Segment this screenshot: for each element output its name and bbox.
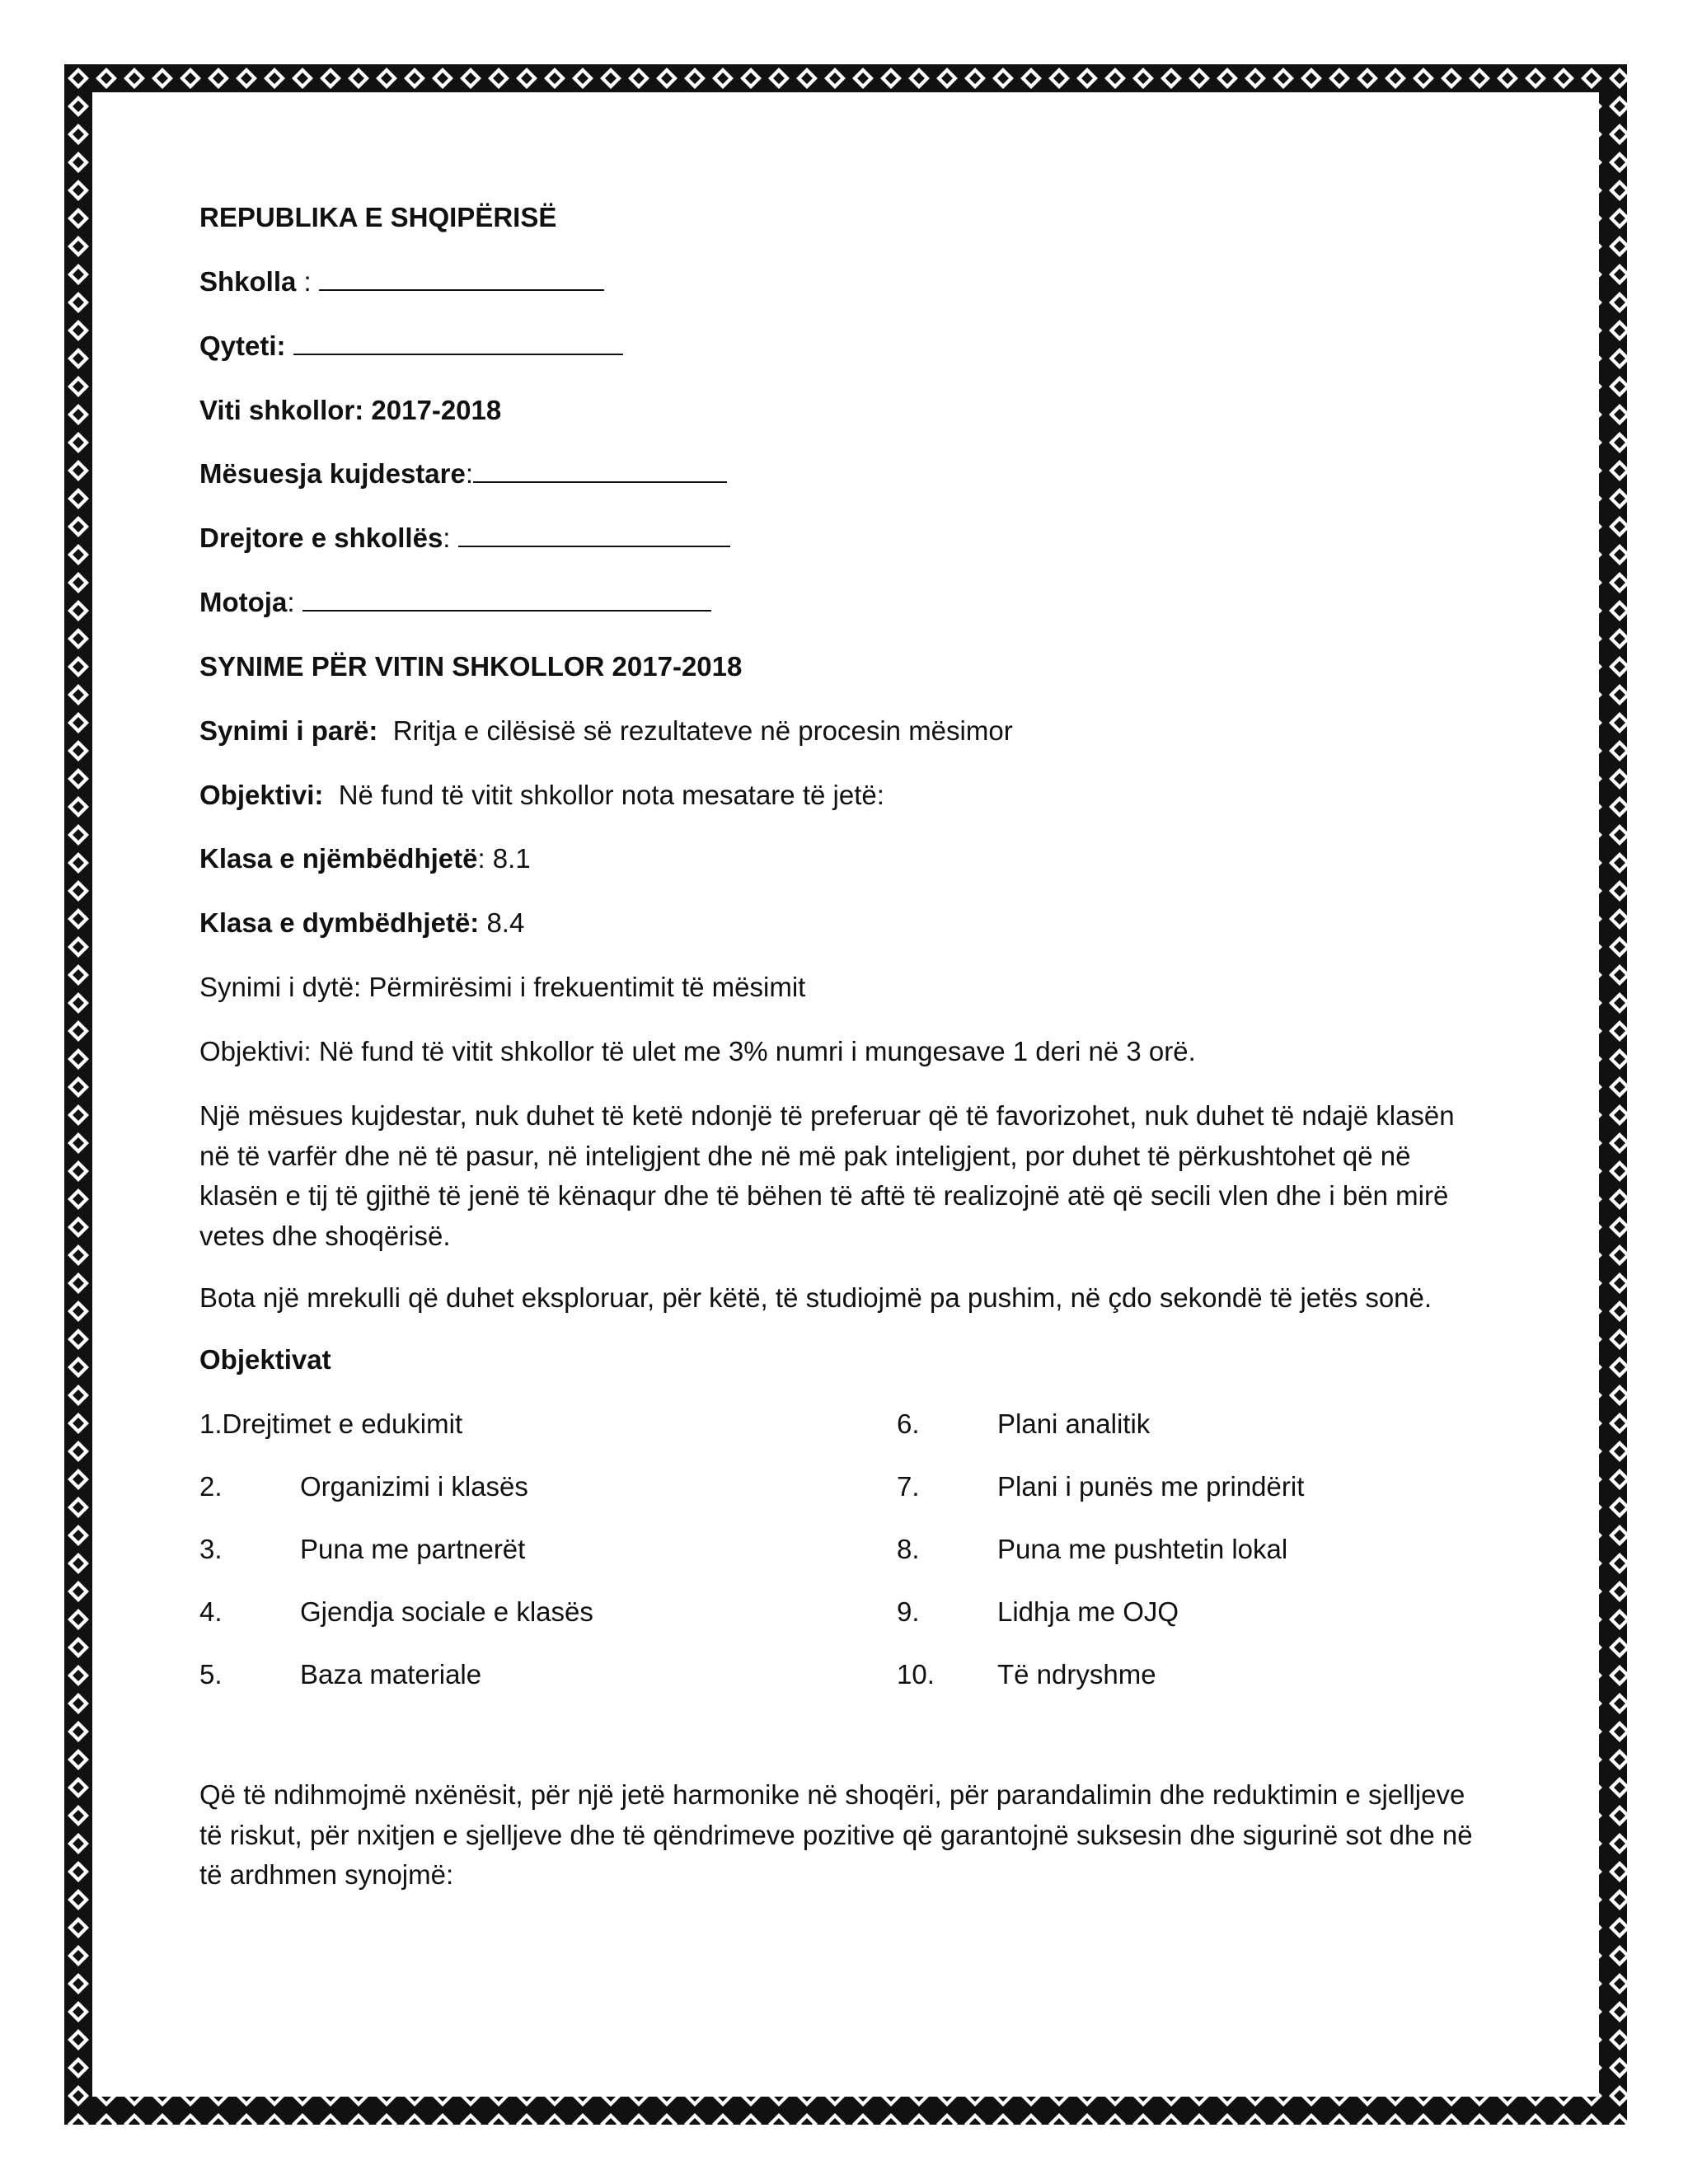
city-field[interactable] [293,329,623,355]
school-field[interactable] [319,265,604,291]
class-twelve-label: Klasa e dymbëdhjetë: [199,907,480,939]
objectives-heading: Objektivat [199,1343,331,1375]
class-eleven-target [199,839,1485,879]
motto-separator: : [287,587,302,618]
objective-label: Plani analitik [997,1408,1151,1439]
objective-number: 4. [199,1596,223,1627]
school-separator: : [296,265,319,297]
class-eleven-label: Klasa e njëmbëdhjetë [199,843,478,874]
school-year: Viti shkollor: 2017-2018 [199,394,502,425]
objective-item [199,1404,462,1444]
objective-number: 9. [897,1596,920,1627]
objective-number: 8. [897,1533,920,1564]
school-label: Shkolla [199,265,297,297]
objective-item [199,1530,525,1569]
class-eleven-value: : 8.1 [477,843,531,874]
goal-one [199,711,1485,751]
objective-two: Objektivi: Në fund të vitit shkollor të ulet me 3% numri i mungesave 1 deri në 3 orë. [199,1035,1196,1066]
city-label: Qyteti: [199,330,286,361]
director-line [199,518,1485,558]
republic-title: REPUBLIKA E SHQIPËRISË [199,202,557,232]
objective-number: 2. [199,1470,223,1502]
objective-number: 3. [199,1533,223,1564]
city-line [199,326,1485,366]
objective-item [897,1530,1287,1569]
objective-number: 5. [199,1658,223,1690]
objective-label: Organizimi i klasës [300,1470,528,1502]
director-label: Drejtore e shkollës [199,523,443,554]
objectives-list [199,1404,1485,1726]
motto-field[interactable] [302,585,711,612]
objective-item [897,1592,1179,1632]
harmonious-life-paragraph: Që të ndihmojmë nxënësit, për një jetë harmonike në shoqëri, për parandalimin dhe reduktimin e sjelljeve të riskut, për nxitjen e sjelljeve dhe të qëndrimeve pozitive që garantojnë suksesin dhe sigurinë sot dhe në të ardhmen synojmë: [199,1779,1473,1891]
objective-number: 10. [897,1658,935,1690]
motto-line [199,583,1485,622]
objective-label: Puna me pushtetin lokal [997,1533,1288,1564]
teacher-line [199,454,1485,494]
teacher-label: Mësuesja kujdestare [199,458,466,490]
class-twelve-value: 8.4 [479,907,525,939]
objective-item [199,1655,481,1694]
objective-label: Puna me partnerët [300,1533,526,1564]
objective-one-text: Në fund të vitit shkollor nota mesatare të jetë: [323,779,884,810]
objective-number: 6. [897,1408,920,1439]
objective-label: Të ndryshme [997,1658,1156,1690]
objective-item [897,1655,1156,1694]
document-page [199,198,1485,1917]
objective-item [897,1467,1304,1507]
objective-label: Baza materiale [300,1658,482,1690]
director-separator: : [443,523,458,554]
teacher-paragraph: Një mësues kujdestar, nuk duhet të ketë ndonjë të preferuar që të favorizohet, nuk duhet të ndajë klasën në të varfër dhe në të pasur, në inteligjent dhe në më pak inteligjent, por duhet të përkushtohet që në klasën e tij të gjithë të jenë të kënaqur dhe të bëhen të aftë të realizojnë atë që secili vlen dhe i bën mirë vetes dhe shoqërisë. [199,1099,1455,1252]
school-line [199,262,1485,302]
objective-item [199,1592,593,1632]
objective-label: Lidhja me OJQ [997,1596,1179,1627]
objective-label: Drejtimet e edukimit [222,1408,463,1439]
goal-two: Synimi i dytë: Përmirësimi i frekuentimit të mësimit [199,972,806,1003]
goals-heading: SYNIME PËR VITIN SHKOLLOR 2017-2018 [199,650,743,682]
objective-label: Plani i punës me prindërit [997,1470,1305,1502]
world-paragraph: Bota një mrekulli që duhet eksploruar, për këtë, të studiojmë pa pushim, në çdo sekondë të jetës sonë. [199,1282,1432,1314]
motto-label: Motoja [199,587,288,618]
objective-number: 1. [199,1408,223,1439]
class-twelve-target [199,903,1485,943]
teacher-separator: : [465,458,474,490]
objective-number: 7. [897,1470,920,1502]
goal-one-text: Rritja e cilësisë së rezultateve në procesin mësimor [377,715,1013,746]
teacher-field[interactable] [473,457,727,483]
objective-one [199,776,1485,815]
objective-one-label: Objektivi: [199,779,324,810]
director-field[interactable] [458,521,730,547]
objective-item [199,1467,528,1507]
goal-one-label: Synimi i parë: [199,715,378,746]
objective-label: Gjendja sociale e klasës [300,1596,593,1627]
objective-item [897,1404,1150,1444]
